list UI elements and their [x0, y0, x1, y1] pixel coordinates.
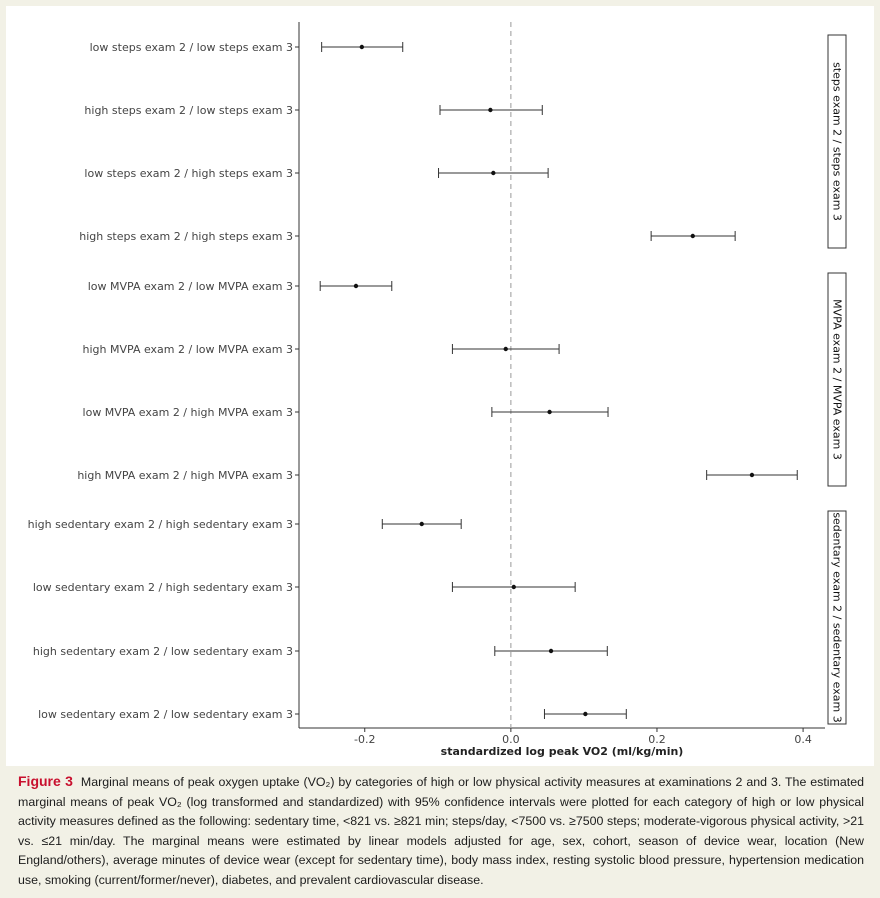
row-label: low sedentary exam 2 / low sedentary exam 3: [38, 708, 293, 721]
row-label: low MVPA exam 2 / high MVPA exam 3: [82, 406, 293, 419]
caption-text: Marginal means of peak oxygen uptake (VO₂) by categories of high or low physical activity measures at examinations 2 and 3. The estimated marginal means of peak VO₂ (log transformed and standardized) with 95% confidence intervals were plotted for each category of high or low physical activity measures defined as the following: sedentary time, <821 vs. ≥821 min; steps/day, <7500 vs. ≥7500 steps; moderate-vigorous physical activity, >21 vs. ≤21 min/day. The marginal means were estimated by linear models adjusted for age, sex, cohort, season of device wear, location (New England/others), average minutes of device wear (except for sedentary time), body mass index, resting systolic blood pressure, hypertension medication use, smoking (current/former/never), diabetes, and prevalent cardiovascular disease.: [18, 775, 864, 887]
point-estimate: [504, 347, 508, 351]
figure-number: Figure 3: [18, 773, 73, 789]
x-tick-label: -0.2: [354, 733, 376, 746]
row-label: high MVPA exam 2 / low MVPA exam 3: [82, 343, 293, 356]
x-tick-label: 0.2: [648, 733, 666, 746]
facet-label: sedentary exam 2 / sedentary exam 3: [830, 512, 844, 723]
row-label: high steps exam 2 / high steps exam 3: [79, 230, 293, 243]
point-estimate: [420, 522, 424, 526]
row-label: low MVPA exam 2 / low MVPA exam 3: [87, 280, 293, 293]
row-label: low steps exam 2 / low steps exam 3: [89, 41, 293, 54]
point-estimate: [491, 171, 495, 175]
point-estimate: [360, 45, 364, 49]
figure-caption: [18, 772, 864, 890]
point-estimate: [512, 585, 516, 589]
row-label: low sedentary exam 2 / high sedentary exam 3: [32, 581, 293, 594]
x-axis-title: standardized log peak VO2 (ml/kg/min): [440, 745, 684, 758]
row-label: high MVPA exam 2 / high MVPA exam 3: [77, 469, 293, 482]
point-estimate: [691, 234, 695, 238]
point-estimate: [750, 473, 754, 477]
row-label: high sedentary exam 2 / high sedentary exam 3: [27, 518, 293, 531]
point-estimate: [549, 649, 553, 653]
facet-label: MVPA exam 2 / MVPA exam 3: [830, 299, 844, 460]
x-tick-label: 0.4: [794, 733, 812, 746]
row-label: high steps exam 2 / low steps exam 3: [84, 104, 293, 117]
row-label: high sedentary exam 2 / low sedentary exam 3: [32, 645, 293, 658]
x-tick-label: 0.0: [502, 733, 520, 746]
facet-label: steps exam 2 / steps exam 3: [830, 62, 844, 221]
point-estimate: [547, 410, 551, 414]
row-label: low steps exam 2 / high steps exam 3: [84, 167, 293, 180]
point-estimate: [354, 284, 358, 288]
point-estimate: [583, 712, 587, 716]
point-estimate: [488, 108, 492, 112]
